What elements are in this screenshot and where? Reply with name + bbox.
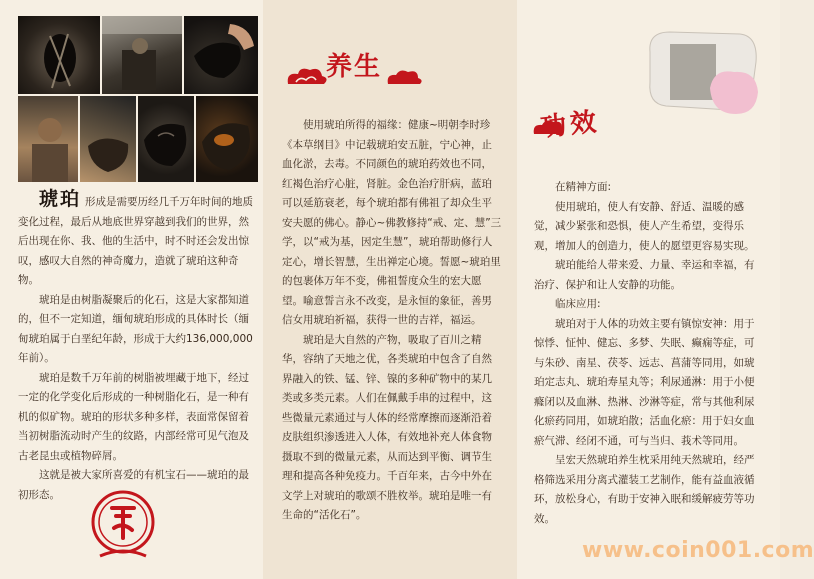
miner-photo xyxy=(18,96,78,182)
gongxiao-heading: 功效 xyxy=(538,106,602,144)
miner-shaft-photo xyxy=(102,16,182,94)
cloud-ornament-icon xyxy=(284,64,330,90)
amber-pillow-image xyxy=(640,22,770,122)
amber-stone-photo xyxy=(138,96,194,182)
pillow-product-paragraph: 呈宏天然琥珀养生枕采用纯天然琥珀，经严格筛选采用分离式灌装工艺制作，能有益血液循环，放松身心，有助于安神入眠和缓解疲劳等功效。 xyxy=(534,454,755,525)
amber-form-paragraph: 这就是被大家所喜爱的有机宝石——琥珀的最初形态。 xyxy=(18,469,249,501)
amber-intro-paragraph xyxy=(18,190,258,291)
clinical-effect-paragraph: 琥珀对于人体的功效主要有镇惊安神：用于惊悸、怔忡、健忘、多梦、失眠、癫痫等症，可与朱砂、南星、茯苓、远志、菖蒲等同用，如琥珀定志丸、琥珀寿星丸等；利尿通淋：用于小便癃闭以及血淋、热淋、沙淋等症，常与其他利尿化瘀药同用，如琥珀散；活血化瘀：用于妇女血瘀气滞、经闭不通，可与当归、莪术等同用。 xyxy=(534,317,755,447)
amber-minerals-paragraph: 琥珀是大自然的产物，吸取了百川之精华，容纳了天地之优，各类琥珀中包含了自然界融入的铁、锰、锌、镍的多种矿物中的某几类或多类元素。人们在佩戴手串的过程中，这些微量元素通过与人体的经常摩擦而逐渐沿着皮肤组织渗透进入人体，有效地补充人体食物摄取不到的微量元素，从而达到平衡、调节生理和提高各种免疫力。千百年来，古今中外在文学上对琥珀的歌颂不胜枚举。琥珀是唯一有生命的“活化石”。 xyxy=(282,333,492,521)
spiritual-effect-paragraph: 使用琥珀，使人有安静、舒适、温暖的感觉，减少紧张和恐惧，使人产生希望，变得乐观，增加人的创造力，使人的愿望更容易实现。 xyxy=(534,200,755,252)
amber-glow-photo xyxy=(196,96,258,182)
site-watermark: www.coin001.com xyxy=(582,538,814,563)
amber-fossil-paragraph: 琥珀是由树脂凝聚后的化石，这是大家都知道的，但不一定知道，缅甸琥珀形成的具体时长（缅甸琥珀属于白垩纪年龄，形成于大约136,000,000年前）。 xyxy=(18,293,253,364)
amber-title: 琥珀 xyxy=(39,188,82,210)
clinical-heading-text: 临床应用: xyxy=(555,298,601,310)
raw-amber-photo xyxy=(80,96,136,182)
amber-benefits-paragraph: 琥珀能给人带来爱、力量、幸运和幸福，有治疗、保护和让人安静的功能。 xyxy=(534,259,755,291)
amber-formation-paragraph: 琥珀是数千万年前的树脂被埋藏于地下，经过一定的化学变化后形成的一种树脂化石，是一种有机的似矿物。琥珀的形状多种多样，表面常保留着当初树脂流动时产生的纹路，内部经常可见气泡及古老昆虫或植物碎屑。 xyxy=(18,371,249,462)
amber-mining-photo-collage xyxy=(18,16,258,182)
gongxiao-text xyxy=(534,178,762,529)
yangsheng-heading: 养生 xyxy=(326,52,383,82)
amber-hand-photo xyxy=(184,16,258,94)
spiritual-heading-text: 在精神方面: xyxy=(555,181,612,193)
brand-seal-logo xyxy=(86,486,160,566)
mine-shaft-photo xyxy=(18,16,100,94)
cloud-ornament-icon xyxy=(384,66,424,88)
amber-origin-text xyxy=(18,190,258,505)
yangsheng-text xyxy=(282,116,502,526)
amber-intro-text: 形成是需要历经几千万年时间的地质变化过程，最后从地底世界穿越到我们的世界，然后出现在你、我、他的生活中，时不时还会发出惊叹，感叹大自然的神奇魔力，造就了琥珀这种奇物。 xyxy=(18,196,254,286)
amber-blessing-paragraph: 使用琥珀所得的福缘：健康~明朝李时珍《本草纲目》中记载琥珀安五脏，宁心神，止血化淤，去毒。不同颜色的琥珀药效也不同，红褐色治疗心脏，肾脏。金色治疗肝病，蓝珀可以延筋衰老，每个琥珀都有佛祖了却众生平安夫愿的佛心。静心~佛教修持“戒、定、慧”三学，以“戒为基，因定生慧”，琥珀帮助修行人定心，增长智慧，生出禅定心境。誓愿~琥珀里的包裹体万年不变，佛祖誓度众生的宏大愿望。喻意誓言永不改变，是永恒的象征，善男信女用琥珀祈福，获得一世的吉祥，福运。 xyxy=(282,119,502,326)
